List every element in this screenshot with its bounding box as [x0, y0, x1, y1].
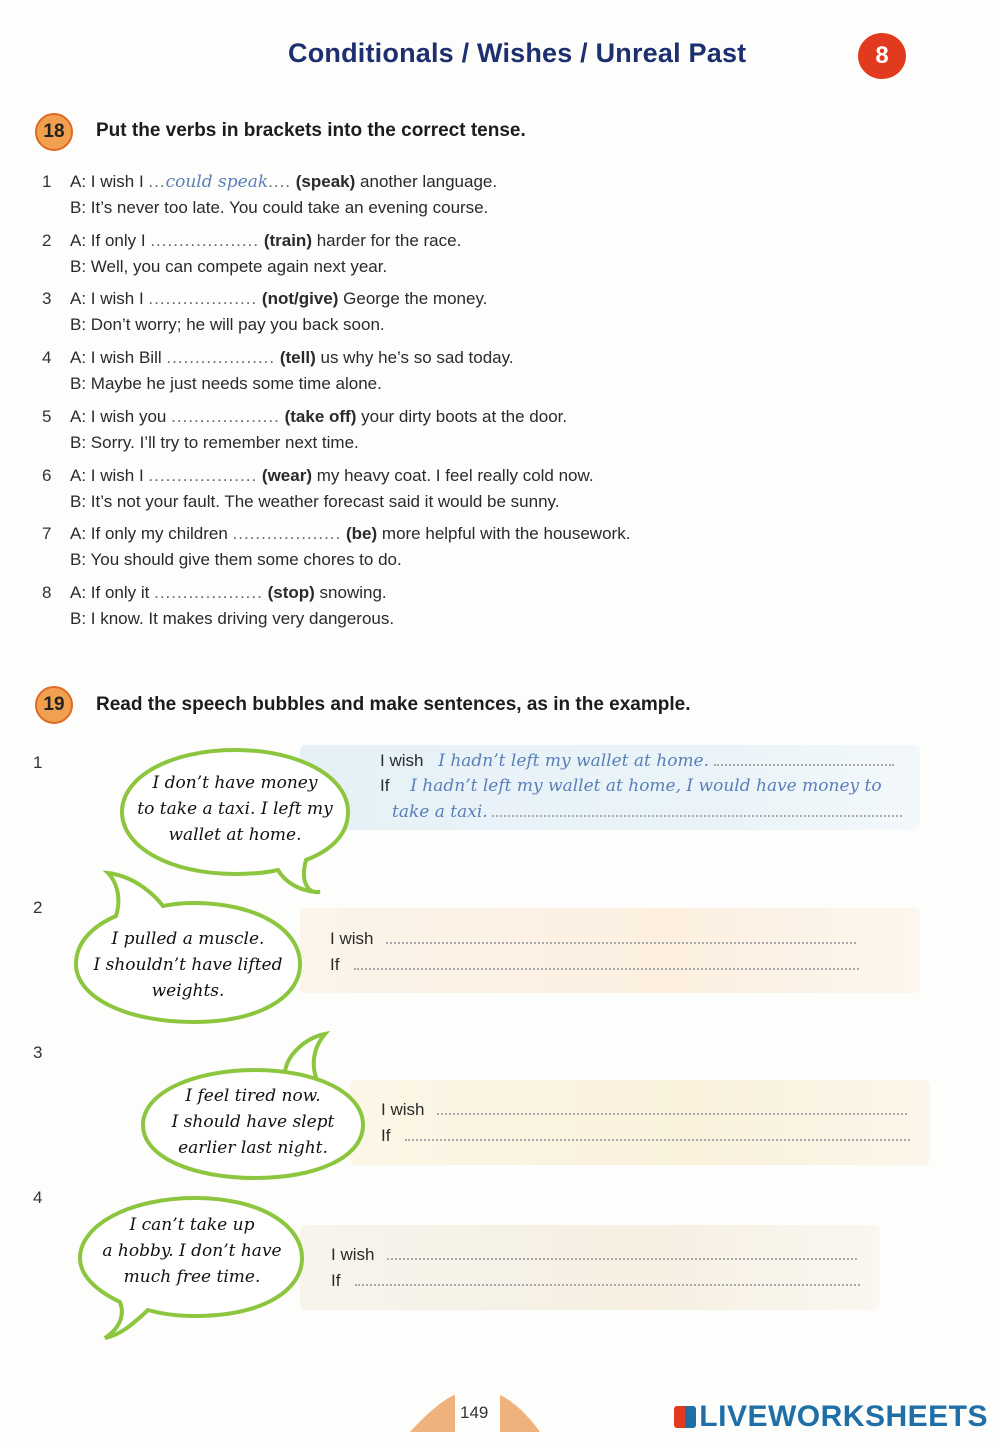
- answer-blank[interactable]: ...................: [154, 583, 263, 602]
- page-number: 149: [460, 1403, 489, 1422]
- bubble-line: wallet at home.: [168, 825, 302, 845]
- answer-blank[interactable]: ...: [148, 172, 166, 191]
- line-b: B: You should give them some chores to do.: [70, 550, 402, 569]
- bubble-line: I can’t take up: [129, 1215, 255, 1235]
- verb-prompt: (wear): [261, 466, 312, 485]
- wish-label: I wish: [381, 1100, 425, 1119]
- speaker-a-text: A: If only I: [70, 231, 146, 250]
- answer-blank[interactable]: ...................: [166, 348, 276, 367]
- item-number: 1: [33, 753, 43, 772]
- line-a: [70, 524, 630, 544]
- item-number: 4: [33, 1188, 43, 1207]
- wish-label: I wish: [380, 751, 424, 770]
- item-number: 3: [33, 1043, 43, 1062]
- if-label: If: [380, 776, 390, 795]
- item-number: 4: [42, 348, 52, 367]
- speaker-a-rest: George the money.: [343, 289, 488, 308]
- if-label: If: [331, 1271, 341, 1290]
- if-input-4[interactable]: [355, 1284, 860, 1286]
- item-number: 1: [42, 172, 52, 191]
- answer-text[interactable]: could speak: [165, 172, 269, 192]
- verb-prompt: (be): [346, 524, 378, 543]
- answer-blank[interactable]: ...................: [150, 231, 260, 250]
- answer-band-4: [300, 1225, 880, 1310]
- item-number: 2: [33, 898, 43, 917]
- speaker-a-rest: another language.: [360, 172, 498, 191]
- exercise-18-instruction: Put the verbs in brackets into the correct tense.: [96, 120, 526, 141]
- if-row-4: [331, 1271, 860, 1291]
- item-number: 6: [42, 466, 52, 485]
- bubble-line: I should have slept: [171, 1112, 335, 1132]
- answer-blank[interactable]: ...................: [232, 524, 342, 543]
- line-a: [70, 583, 387, 603]
- answer-blank-tail: ....: [268, 172, 292, 191]
- line-a: [70, 407, 567, 427]
- bubble-line: a hobby. I don’t have: [102, 1241, 282, 1261]
- if-label: If: [381, 1126, 391, 1145]
- verb-prompt: (speak): [295, 172, 356, 191]
- answer-blank[interactable]: ...................: [171, 407, 280, 426]
- wish-label: I wish: [330, 929, 374, 948]
- bubble-line: to take a taxi. I left my: [137, 799, 333, 819]
- brand-logo: [674, 1400, 988, 1434]
- wish-label: I wish: [331, 1245, 375, 1264]
- item-number: 2: [42, 231, 52, 250]
- wish-row-1: [380, 751, 894, 771]
- verb-prompt: (stop): [267, 583, 315, 602]
- line-a: [70, 348, 514, 368]
- wish-input-2[interactable]: [386, 942, 856, 944]
- bubble-line: weights.: [151, 981, 225, 1001]
- bubble-line: I shouldn’t have lifted: [93, 955, 283, 975]
- item-number: 7: [42, 524, 52, 543]
- answer-blank[interactable]: ...................: [148, 289, 258, 308]
- wish-answer-1[interactable]: I hadn’t left my wallet at home.: [438, 751, 710, 771]
- speaker-a-text: A: If only it: [70, 583, 150, 602]
- bubble-line: much free time.: [123, 1267, 261, 1287]
- wish-row-2: [330, 929, 856, 949]
- answer-band-2: [300, 908, 920, 993]
- if-row-2: [330, 955, 859, 975]
- bubble-1-text: [120, 770, 350, 848]
- speaker-a-text: A: If only my children: [70, 524, 228, 543]
- speaker-a-rest: us why he’s so sad today.: [320, 348, 514, 367]
- answer-blank[interactable]: ...................: [148, 466, 258, 485]
- wish-row-4: [331, 1245, 857, 1265]
- line-b: B: Maybe he just needs some time alone.: [70, 374, 382, 393]
- brand-text: LIVEWORKSHEETS: [699, 1400, 988, 1433]
- page-title: Conditionals / Wishes / Unreal Past: [288, 38, 747, 68]
- if-row-1: [380, 776, 882, 796]
- speaker-a-rest: harder for the race.: [316, 231, 462, 250]
- bubble-line: I don’t have money: [152, 773, 318, 793]
- line-a: [70, 172, 497, 192]
- speaker-a-text: A: I wish you: [70, 407, 167, 426]
- wish-input-4[interactable]: [387, 1258, 857, 1260]
- exercise-18-badge: 18: [35, 113, 73, 151]
- exercise-19-badge: 19: [35, 686, 73, 724]
- speaker-a-rest: your dirty boots at the door.: [361, 407, 568, 426]
- item-number: 8: [42, 583, 52, 602]
- item-number: 3: [42, 289, 52, 308]
- line-b: B: Well, you can compete again next year.: [70, 257, 388, 276]
- verb-prompt: (tell): [279, 348, 316, 367]
- line-a: [70, 289, 487, 309]
- if-label: If: [330, 955, 340, 974]
- if-input-3[interactable]: [405, 1139, 910, 1141]
- speaker-a-text: A: I wish I: [70, 172, 144, 191]
- if-input-2[interactable]: [354, 968, 859, 970]
- verb-prompt: (not/give): [261, 289, 339, 308]
- if-row-3: [381, 1126, 910, 1146]
- bubble-line: I feel tired now.: [185, 1086, 321, 1106]
- bubble-2-text: [78, 926, 298, 1004]
- if-row-1-cont: [392, 802, 902, 822]
- brand-icon: [674, 1406, 696, 1428]
- if-answer-1[interactable]: I hadn’t left my wallet at home, I would have money to: [410, 776, 882, 796]
- wish-row-3: [381, 1100, 907, 1120]
- line-a: [70, 466, 594, 486]
- verb-prompt: (train): [263, 231, 312, 250]
- speaker-a-rest: my heavy coat. I feel really cold now.: [316, 466, 594, 485]
- bubble-4-text: [82, 1212, 302, 1290]
- if-answer-1-cont[interactable]: take a taxi.: [392, 802, 488, 822]
- exercise-19-instruction: Read the speech bubbles and make sentences, as in the example.: [96, 694, 691, 715]
- item-number: 5: [42, 407, 52, 426]
- wish-input-3[interactable]: [437, 1113, 907, 1115]
- verb-prompt: (take off): [284, 407, 357, 426]
- speaker-a-rest: more helpful with the housework.: [381, 524, 631, 543]
- bubble-line: earlier last night.: [178, 1138, 328, 1158]
- bubble-3-text: [143, 1083, 363, 1161]
- speaker-a-text: A: I wish I: [70, 466, 144, 485]
- line-b: B: It’s never too late. You could take an evening course.: [70, 198, 489, 217]
- answer-dotline: [714, 764, 894, 766]
- speaker-a-text: A: I wish Bill: [70, 348, 162, 367]
- answer-dotline: [492, 815, 902, 817]
- line-b: B: It’s not your fault. The weather forecast said it would be sunny.: [70, 492, 560, 511]
- line-a: [70, 231, 461, 251]
- answer-band-3: [350, 1080, 930, 1165]
- speaker-a-text: A: I wish I: [70, 289, 144, 308]
- bubble-line: I pulled a muscle.: [111, 929, 265, 949]
- speaker-a-rest: snowing.: [319, 583, 387, 602]
- line-b: B: I know. It makes driving very dangerous.: [70, 609, 395, 628]
- unit-badge: 8: [858, 33, 906, 79]
- line-b: B: Don’t worry; he will pay you back soon.: [70, 315, 385, 334]
- line-b: B: Sorry. I’ll try to remember next time.: [70, 433, 359, 452]
